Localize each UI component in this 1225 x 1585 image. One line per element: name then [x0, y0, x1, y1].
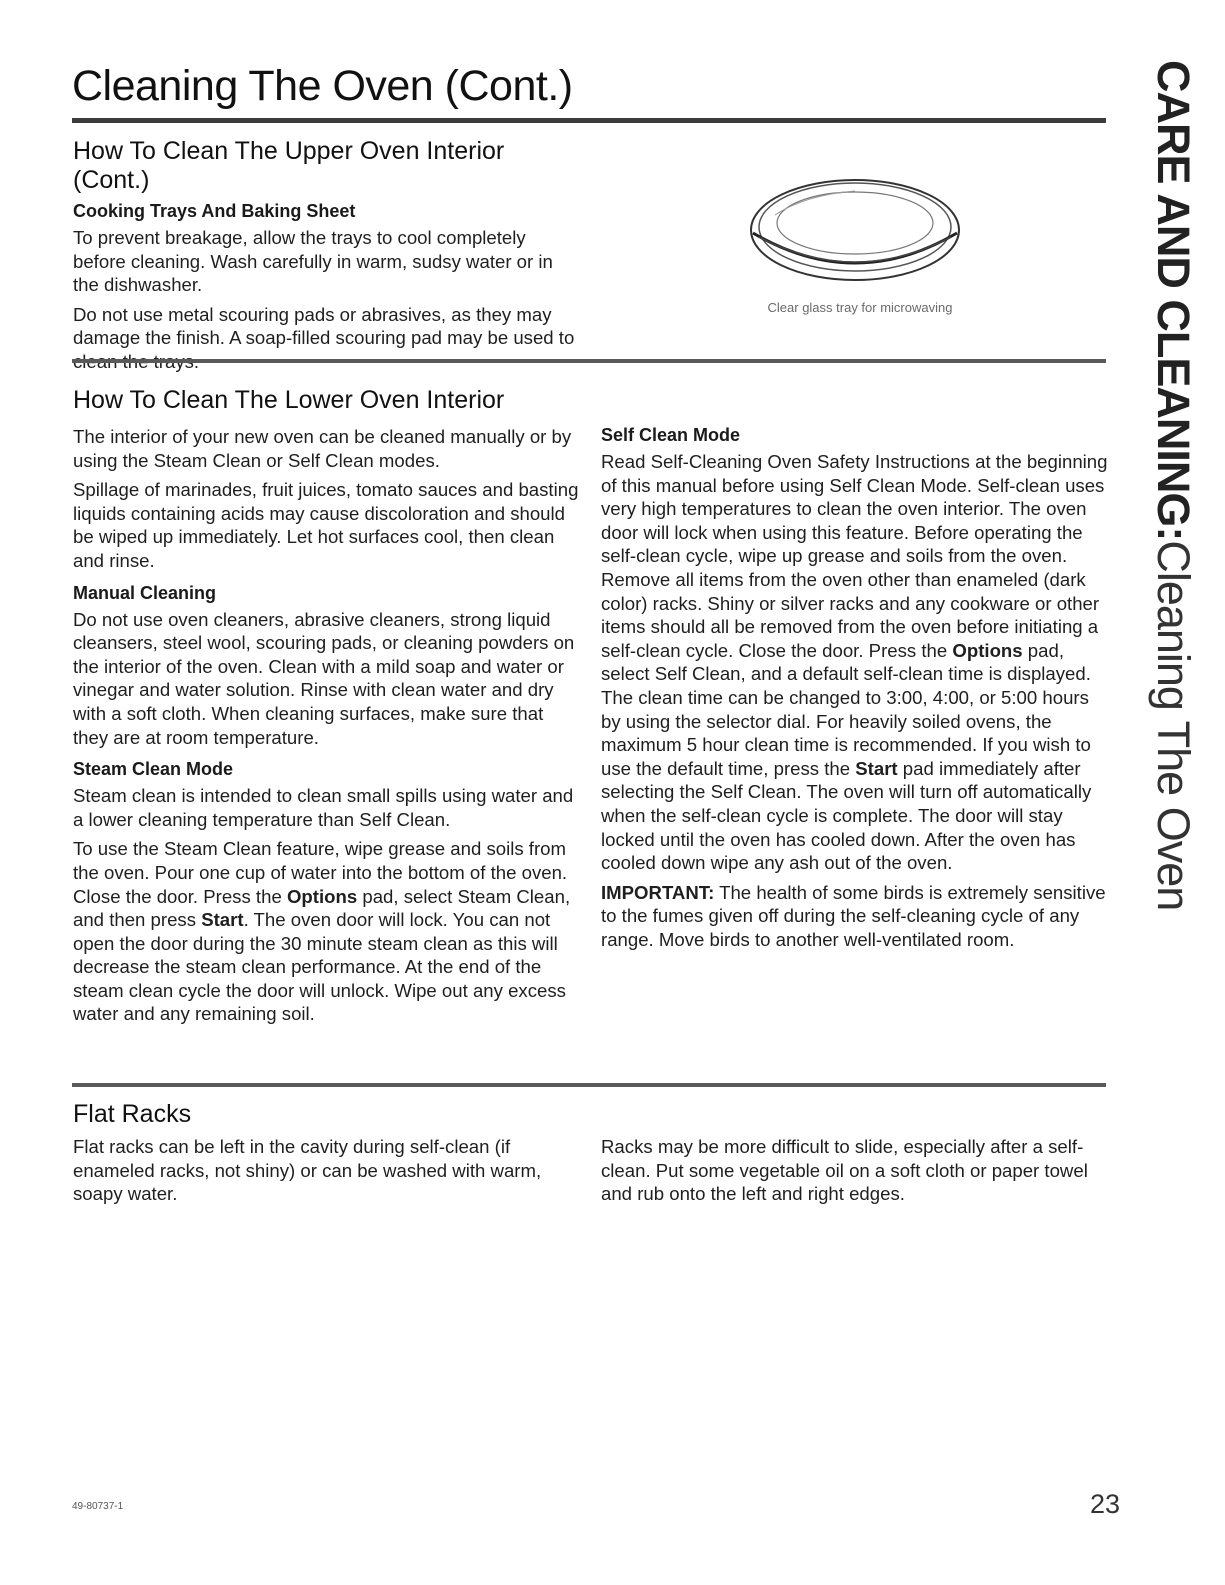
steam-clean-paragraph-2 [73, 837, 583, 1026]
flat-racks-left-text: Flat racks can be left in the cavity during self-clean (if enameled racks, not shiny) or can be washed with warm, soapy water. [73, 1136, 542, 1205]
page-title: Cleaning The Oven (Cont.) [72, 62, 573, 110]
lower-oven-intro-2: Spillage of marinades, fruit juices, tomato sauces and basting liquids containing acids may cause discoloration and should be wiped up immediately. Let hot surfaces cool, then clean and rinse. [73, 479, 579, 571]
steam-text-part-3: . The oven door will lock. You can not open the door during the 30 minute steam clean as this will decrease the steam clean performance. At the end of the steam clean cycle the door will unlock. Wipe out any excess water and any remaining soil. [73, 909, 566, 1025]
lower-oven-heading: How To Clean The Lower Oven Interior [73, 386, 505, 414]
title-divider [72, 118, 1106, 123]
steam-options-term: Options [286, 885, 358, 907]
cooking-trays-paragraph-2: Do not use metal scouring pads or abrasives, as they may damage the finish. A soap-filled scouring pad may be used to [73, 303, 575, 349]
cooking-trays-subheading: Cooking Trays And Baking Sheet [73, 201, 356, 221]
lower-oven-right-column [601, 425, 1111, 957]
page-number: 23 [1090, 1489, 1121, 1519]
self-start-term: Start [855, 757, 898, 779]
lower-oven-left-column [73, 386, 583, 1032]
self-options-term: Options [952, 639, 1023, 661]
steam-clean-paragraph-1: Steam clean is intended to clean small spills using water and a lower cleaning temperature than Self Clean. [73, 785, 574, 830]
flat-racks-heading: Flat Racks [73, 1100, 192, 1128]
important-notice [601, 881, 1111, 952]
self-text-part-1: Read Self-Cleaning Oven Safety Instructions at the beginning of this manual before using Self Clean Mode. Self-clean uses very high temperatures to clean the oven interior. The oven door will lock when using this feature. Before operating the self-clean cycle, wipe up grease and soils from the oven. Remove all items from the oven other than enameled (dark color) racks. Shiny or silver racks and any cookware or other items should all be removed from the oven before initiating a self-clean cycle. Close the door. Press the [601, 451, 1108, 661]
steam-text-part-1: To use the Steam Clean feature, wipe grease and soils from the oven. Pour one cup of water into the bottom of the oven. Close the door. Press the [73, 838, 568, 907]
self-text-part-2: pad, select Self Clean, and a default self-clean time is displayed. The clean time can be changed to 3:00, 4:00, or 5:00 hours by using the selector dial. For heavily soiled ovens, the maximum 5 hour clean time is recommended. If you wish to use the default time, press the [601, 639, 1091, 779]
section-divider-1 [72, 359, 1106, 363]
upper-oven-section [73, 137, 583, 380]
flat-racks-right-text: Racks may be more difficult to slide, especially after a self-clean. Put some vegetable oil on a soft cloth or paper towel and rub onto the left and right edges. [601, 1136, 1088, 1205]
self-clean-paragraph [601, 450, 1111, 875]
tray-image-caption: Clear glass tray for microwaving [767, 300, 953, 315]
self-text-part-3: pad immediately after selecting the Self Clean. The oven will turn off automatically when the self-clean cycle is complete. The door will stay locked until the oven has cooled down. After the oven has cooled down wipe any ash out of the oven. [601, 757, 1092, 874]
glass-tray-illustration [745, 175, 965, 290]
important-text: The health of some birds is extremely sensitive to the fumes given off during the self-cleaning cycle of any range. Move birds to another well-ventilated room. [601, 881, 1106, 950]
steam-clean-subheading: Steam Clean Mode [73, 759, 234, 780]
manual-cleaning-subheading: Manual Cleaning [73, 582, 217, 603]
section-side-tab [1148, 60, 1198, 910]
manual-cleaning-text: Do not use oven cleaners, abrasive cleaners, strong liquid cleansers, steel wool, scouring pads, or cleaning powders on the interior of the oven. Clean with a mild soap and water or vinegar and water solution. Rinse with clean water and dry with a soft cloth. When cleaning surfaces, make sure that they are at room temperature. [73, 608, 575, 748]
steam-start-term: Start [201, 909, 244, 931]
upper-oven-heading: How To Clean The Upper Oven Interior (Cont.) [73, 137, 505, 194]
document-number: 49-80737-1 [72, 1501, 124, 1512]
side-tab-category: CARE AND CLEANING: [1148, 60, 1199, 541]
self-clean-subheading: Self Clean Mode [601, 425, 741, 445]
steam-text-part-2: pad, select Steam Clean, and then press [73, 885, 571, 931]
important-label: IMPORTANT: [601, 881, 715, 903]
lower-oven-intro-1: The interior of your new oven can be cleaned manually or by using the Steam Clean or Self Clean modes. [73, 426, 572, 471]
side-tab-topic: Cleaning The Oven [1148, 540, 1199, 911]
cooking-trays-paragraph-1: To prevent breakage, allow the trays to cool completely before cleaning. Wash carefully in warm, sudsy water or in the dishwasher. [73, 227, 553, 296]
section-divider-2 [72, 1083, 1106, 1087]
